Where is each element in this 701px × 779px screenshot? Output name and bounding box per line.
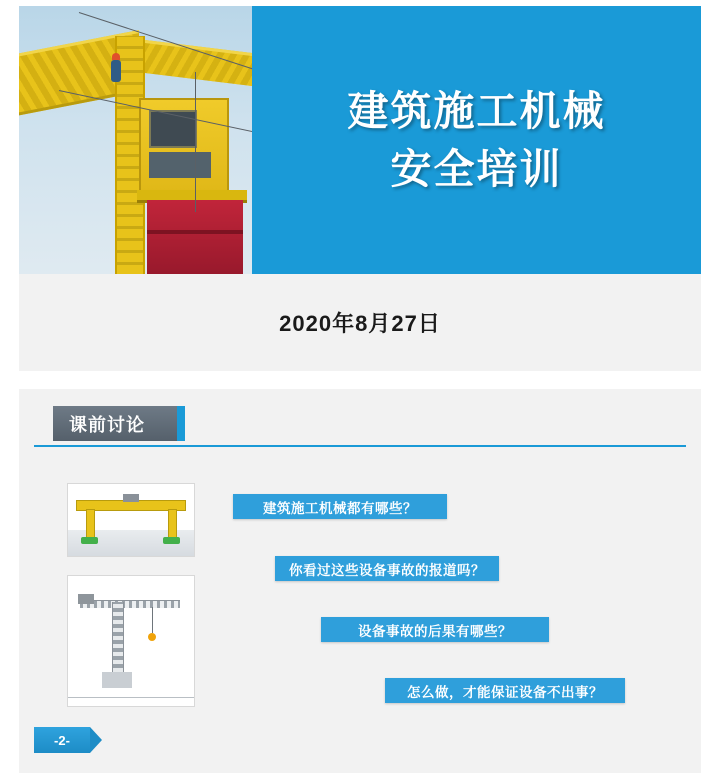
gantry-wheel-left bbox=[81, 537, 98, 544]
crane-worker bbox=[111, 60, 121, 82]
section-heading-label: 课前讨论 bbox=[69, 414, 145, 435]
gantry-wheel-right bbox=[163, 537, 180, 544]
discussion-point-2: 你看过这些设备事故的报道吗？ bbox=[275, 556, 499, 581]
section-tab-accent bbox=[177, 406, 185, 441]
tower-crane-ground-line bbox=[68, 697, 194, 698]
title-block bbox=[252, 6, 701, 274]
tower-crane-photo bbox=[67, 575, 195, 707]
page-number-badge: -2- bbox=[34, 727, 90, 753]
title-line-1: 建筑施工机械 bbox=[347, 87, 606, 134]
gantry-crane-photo bbox=[67, 483, 195, 557]
section-divider bbox=[34, 445, 686, 447]
discussion-point-3: 设备事故的后果有哪些？ bbox=[321, 617, 549, 642]
title-date-area bbox=[19, 274, 701, 371]
tower-crane-hero-photo bbox=[19, 6, 252, 274]
title-banner bbox=[19, 6, 701, 274]
section-heading-tab bbox=[53, 406, 177, 441]
crane-hoist-wire bbox=[195, 72, 196, 212]
discussion-point-1: 建筑施工机械都有哪些？ bbox=[233, 494, 447, 519]
tower-crane-hook bbox=[148, 633, 156, 641]
crane-cab bbox=[139, 98, 229, 194]
title-line-2: 安全培训 bbox=[390, 146, 563, 192]
crane-base-band bbox=[147, 230, 243, 234]
slide-title bbox=[19, 6, 701, 371]
slide-discussion bbox=[19, 389, 701, 773]
discussion-point-4: 怎么做，才能保证设备不出事？ bbox=[385, 678, 625, 703]
tower-crane-counterweight bbox=[78, 594, 94, 604]
tower-crane-base bbox=[102, 672, 132, 688]
tower-crane-jib bbox=[80, 600, 180, 608]
crane-cab-window-lower bbox=[149, 152, 211, 178]
gantry-trolley bbox=[123, 494, 139, 502]
crane-cab-window-upper bbox=[149, 110, 197, 148]
presentation-date: 2020年8月27日 bbox=[279, 311, 441, 336]
tower-crane-hoist-line bbox=[152, 607, 153, 633]
page-number-arrow bbox=[90, 727, 102, 753]
